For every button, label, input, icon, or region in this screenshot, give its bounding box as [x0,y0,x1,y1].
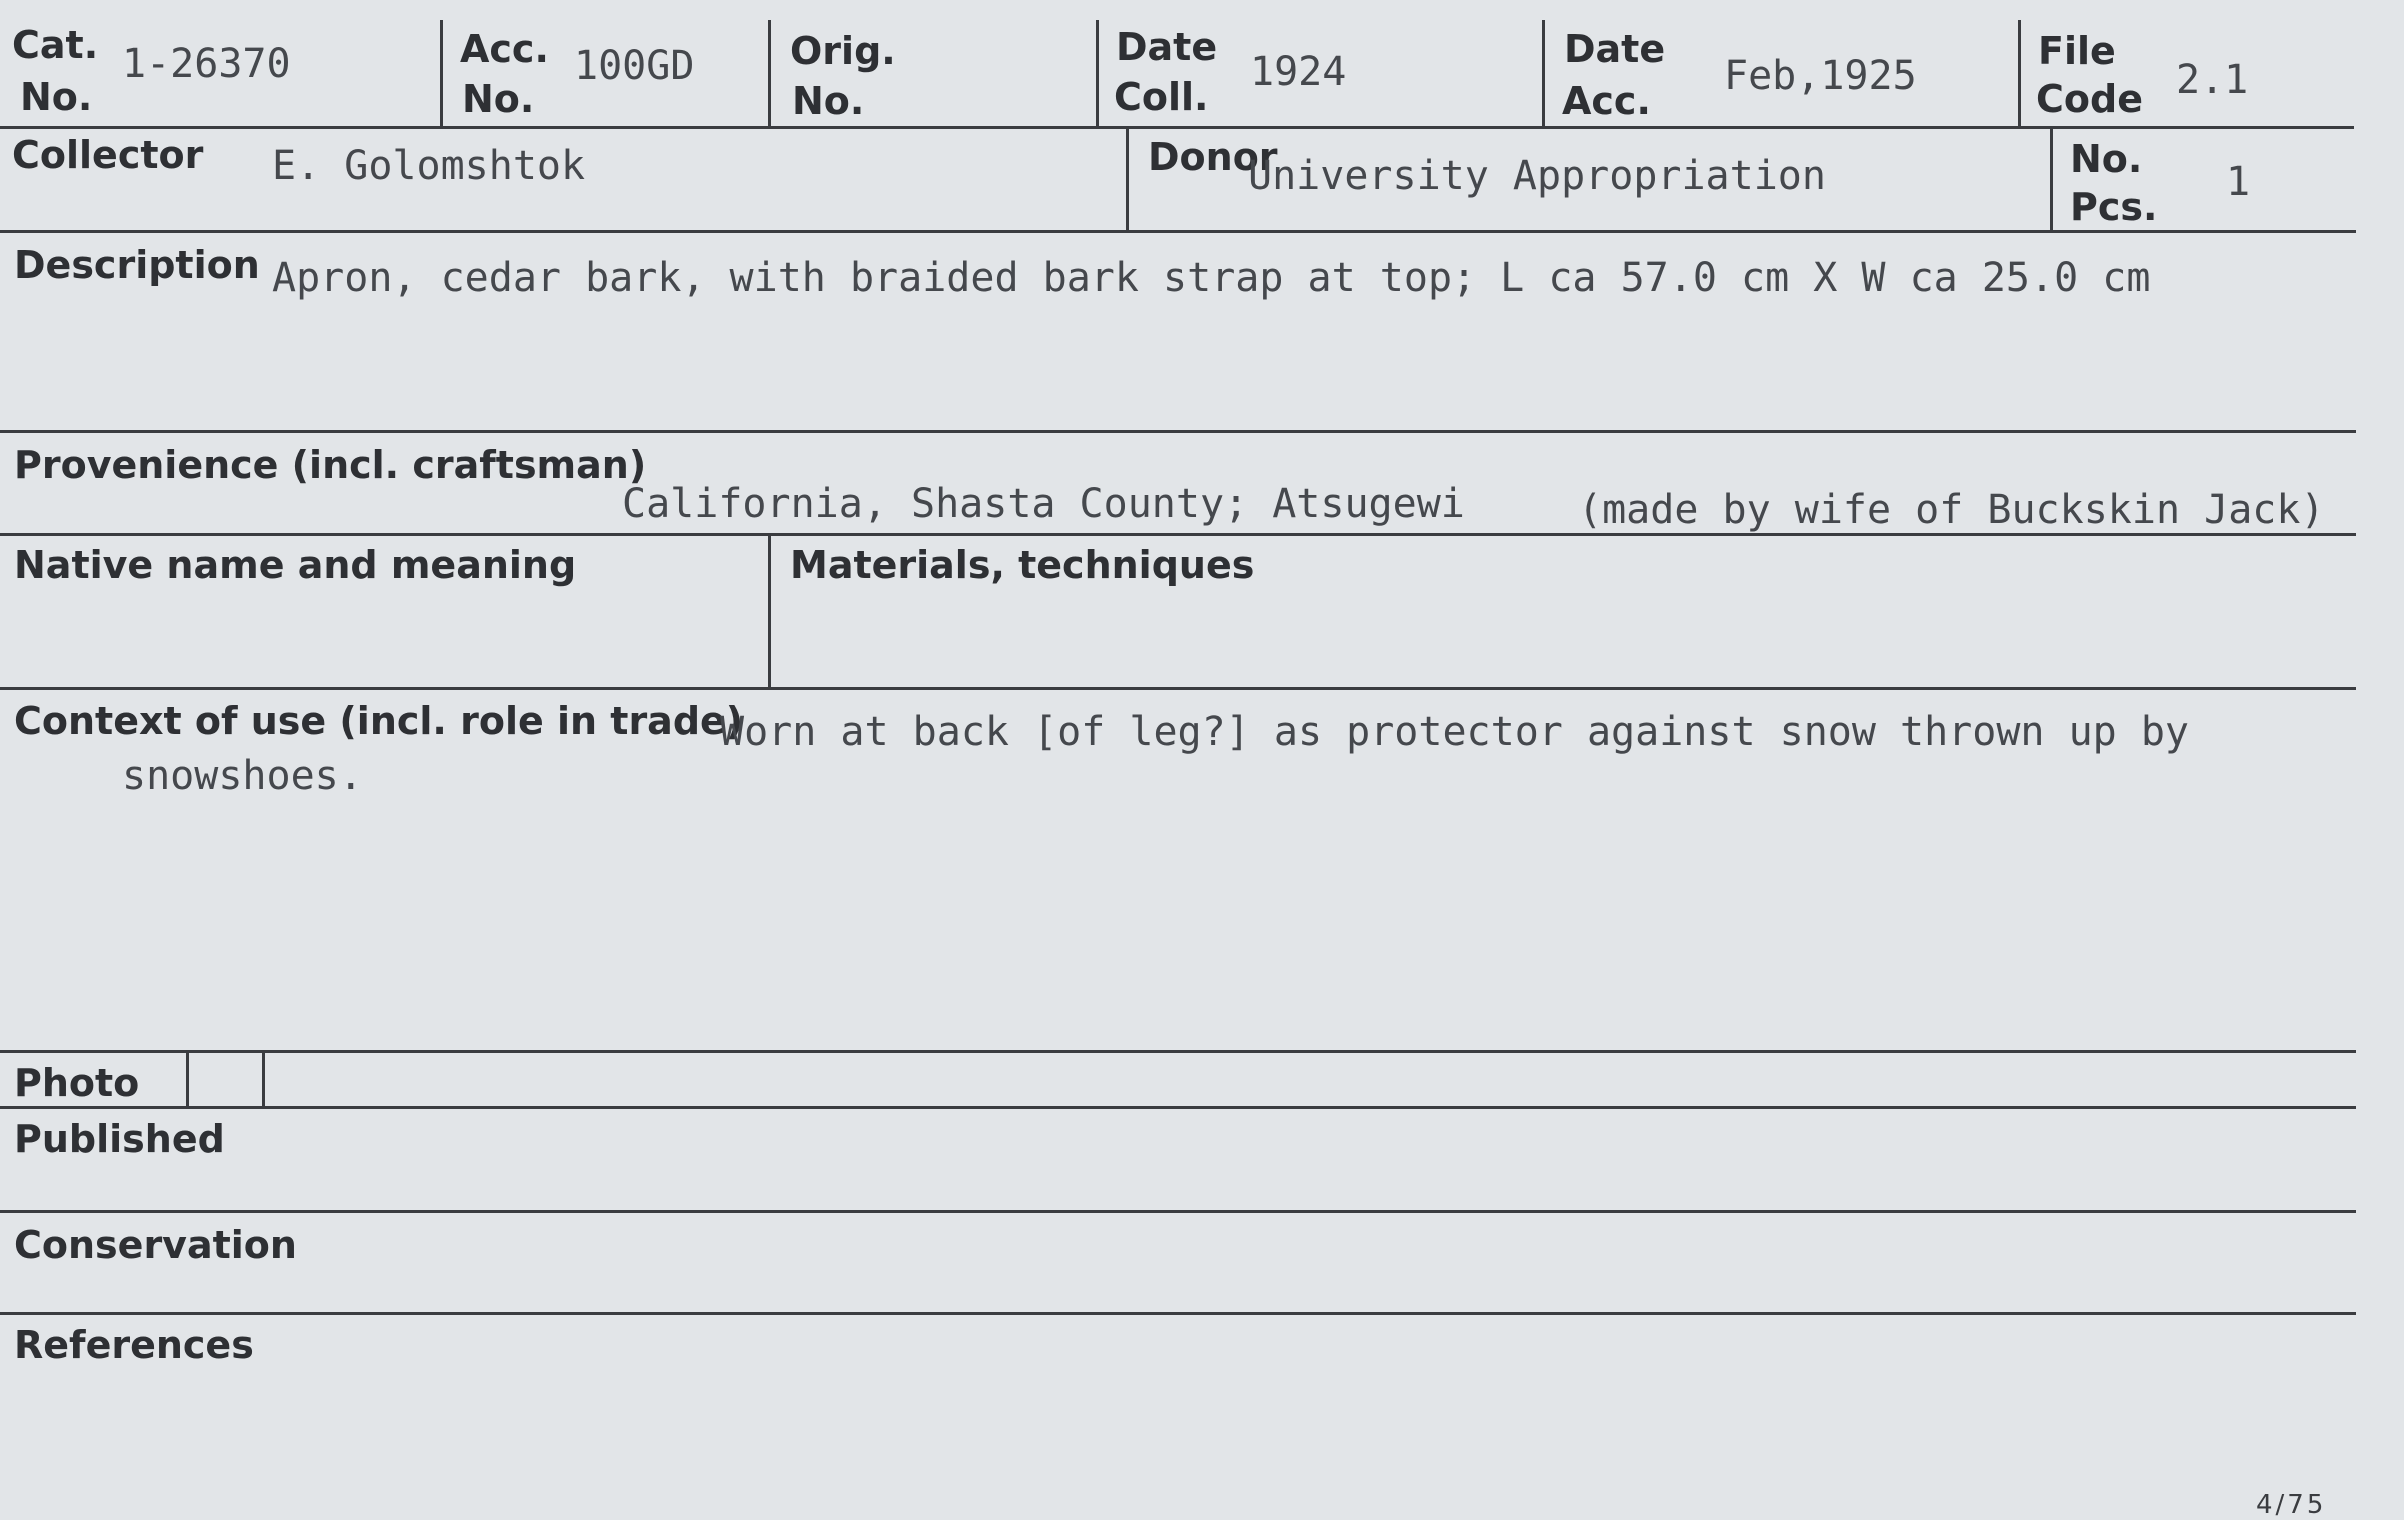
divider [768,20,771,126]
divider [1096,20,1099,126]
rule [0,230,2356,233]
divider [1542,20,1545,126]
native-name-label: Native name and meaning [14,543,577,587]
rule [0,533,2356,536]
pcs-label-1: No. [2070,137,2143,181]
pcs-label-2: Pcs. [2070,185,2158,229]
file-code-label-1: File [2038,29,2116,73]
context-value-line1: Worn at back [of leg?] as protector against snow thrown up by [720,709,2190,755]
rule [0,430,2356,433]
form-code: 4/75 [2256,1490,2327,1520]
published-label: Published [14,1117,225,1161]
context-value-line2: snowshoes. [122,753,363,799]
date-acc-label-1: Date [1564,27,1666,71]
rule [0,1210,2356,1213]
date-coll-value: 1924 [1250,49,1347,95]
collector-value: E. Golomshtok [272,143,586,189]
acc-no-label-2: No. [462,77,535,121]
divider [768,535,771,689]
divider [2018,20,2021,126]
photo-box-divider [262,1052,265,1108]
description-label: Description [14,243,260,287]
file-code-value: 2.1 [2176,57,2249,103]
photo-box-divider [186,1052,189,1108]
rule [0,1106,2356,1109]
provenience-label: Provenience (incl. craftsman) [14,443,647,487]
rule [0,687,2356,690]
provenience-place: California, Shasta County; Atsugewi [622,481,1465,527]
photo-label: Photo [14,1061,140,1105]
date-acc-value: Feb,1925 [1724,53,1917,99]
date-acc-label-2: Acc. [1562,79,1651,123]
rule [0,1312,2356,1315]
acc-no-value: 100GD [574,43,695,89]
divider [1126,128,1129,230]
context-label: Context of use (incl. role in trade) [14,699,744,743]
materials-label: Materials, techniques [790,543,1255,587]
orig-no-label-2: No. [792,79,865,123]
conservation-label: Conservation [14,1223,297,1267]
date-coll-label-1: Date [1116,25,1218,69]
references-label: References [14,1323,254,1367]
collector-label: Collector [12,133,204,177]
donor-value: University Appropriation [1248,153,1826,199]
divider [440,20,443,126]
rule [0,126,2354,129]
pcs-value: 1 [2226,159,2251,205]
acc-no-label-1: Acc. [460,27,549,71]
cat-no-label-1: Cat. [12,23,99,67]
cat-no-value: 1-26370 [122,41,291,87]
file-code-label-2: Code [2036,77,2143,121]
cat-no-label-2: No. [20,75,93,119]
provenience-maker: (made by wife of Buckskin Jack) [1578,487,2325,533]
date-coll-label-2: Coll. [1114,75,1209,119]
orig-no-label-1: Orig. [790,29,896,73]
donor-label: Donor [1148,135,1278,179]
divider [2050,128,2053,230]
rule [0,1050,2356,1053]
description-value: Apron, cedar bark, with braided bark strap at top; L ca 57.0 cm X W ca 25.0 cm [272,255,2151,301]
